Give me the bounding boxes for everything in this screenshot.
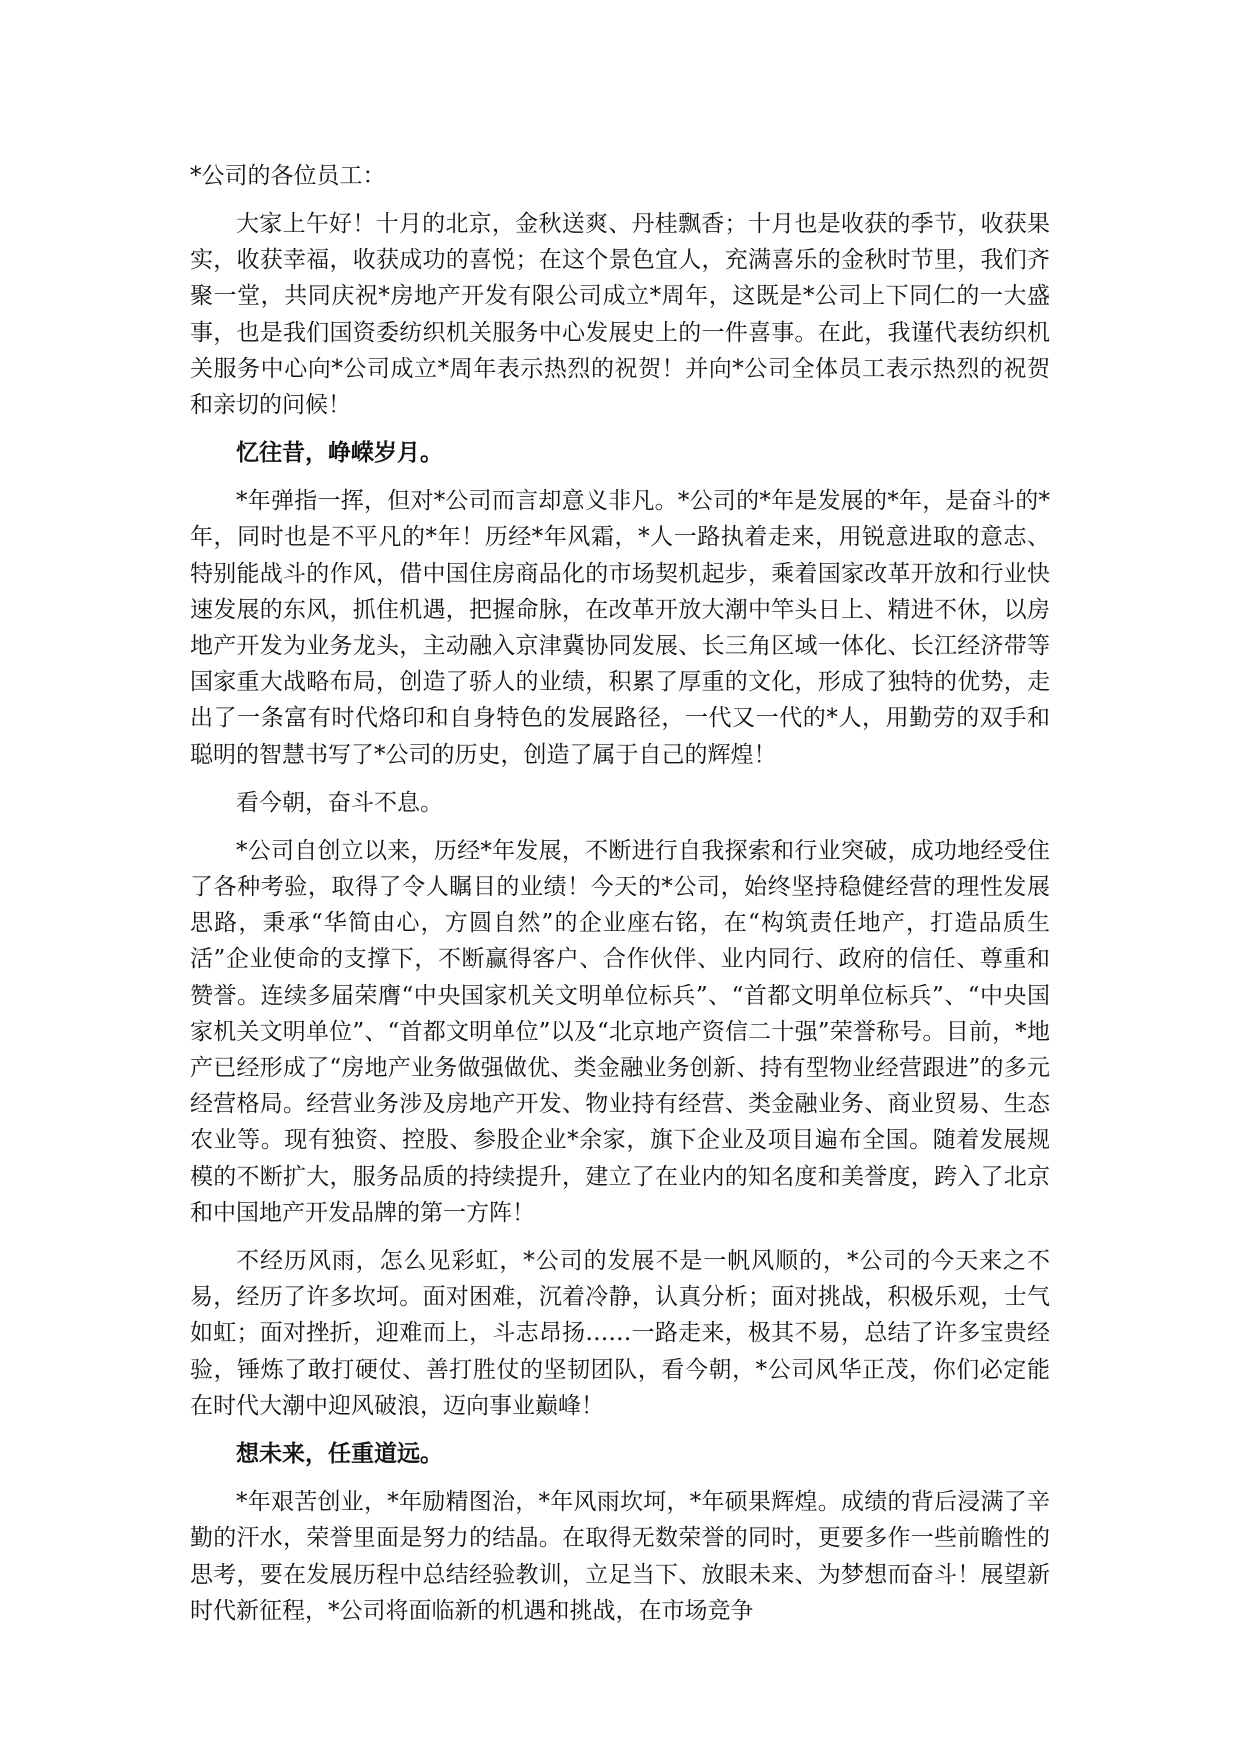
section-heading-present: 看今朝，奋斗不息。 [236, 789, 443, 816]
section-heading-past: 忆往昔，峥嵘岁月。 [236, 439, 443, 467]
paragraph-future: *年艰苦创业，*年励精图治，*年风雨坎坷，*年硕果辉煌。成绩的背后浸满了辛勤的汗水，荣誉里面是努力的结晶。在取得无数荣誉的同时，更要多作一些前瞻性的思考，要在发展历程中总结经验教训，立足当下、放眼未来、为梦想而奋斗！展望新时代新征程，*公司将面临新的机遇和挑战，在市场竞争 [190, 1489, 1050, 1624]
salutation: *公司的各位员工： [190, 163, 386, 189]
paragraph-past: *年弹指一挥，但对*公司而言却意义非凡。*公司的*年是发展的*年，是奋斗的*年，同时也是不平凡的*年！历经*年风霜，*人一路执着走来，用锐意进取的意志、特别能战斗的作风，借中国住房商品化的市场契机起步，乘着国家改革开放和行业快速发展的东风，抓住机遇，把握命脉，在改革开放大潮中竿头日上、精进不休，以房地产开发为业务龙头，主动融入京津冀协同发展、长三角区域一体化、长江经济带等国家重大战略布局，创造了骄人的业绩，积累了厚重的文化，形成了独特的优势，走出了一条富有时代烙印和自身特色的发展路径，一代又一代的*人，用勤劳的双手和聪明的智慧书写了*公司的历史，创造了属于自己的辉煌！ [190, 488, 1050, 768]
paragraph-greeting: 大家上午好！十月的北京，金秋送爽、丹桂飘香；十月也是收获的季节，收获果实，收获幸福，收获成功的喜悦；在这个景色宜人，充满喜乐的金秋时节里，我们齐聚一堂，共同庆祝*房地产开发有限公司成立*周年，这既是*公司上下同仁的一大盛事，也是我们国资委纺织机关服务中心发展史上的一件喜事。在此，我谨代表纺织机关服务中心向*公司成立*周年表示热烈的祝贺！并向*公司全体员工表示热烈的祝贺和亲切的问候！ [190, 211, 1050, 419]
paragraph-challenges: 不经历风雨，怎么见彩虹，*公司的发展不是一帆风顺的，*公司的今天来之不易，经历了许多坎坷。面对困难，沉着冷静，认真分析；面对挑战，积极乐观，士气如虹；面对挫折，迎难而上，斗志昂扬……一路走来，极其不易，总结了许多宝贵经验，锤炼了敢打硬仗、善打胜仗的坚韧团队，看今朝，*公司风华正茂，你们必定能在时代大潮中迎风破浪，迈向事业巅峰！ [190, 1248, 1050, 1419]
document-page [190, 158, 1050, 1641]
paragraph-present: *公司自创立以来，历经*年发展，不断进行自我探索和行业突破，成功地经受住了各种考验，取得了令人瞩目的业绩！今天的*公司，始终坚持稳健经营的理性发展思路，秉承“华简由心，方圆自然”的企业座右铭，在“构筑责任地产，打造品质生活”企业使命的支撑下，不断赢得客户、合作伙伴、业内同行、政府的信任、尊重和赞誉。连续多届荣膺“中央国家机关文明单位标兵”、“首都文明单位标兵”、“中央国家机关文明单位”、“首都文明单位”以及“北京地产资信二十强”荣誉称号。目前，*地产已经形成了“房地产业务做强做优、类金融业务创新、持有型物业经营跟进”的多元经营格局。经营业务涉及房地产开发、物业持有经营、类金融业务、商业贸易、生态农业等。现有独资、控股、参股企业*余家，旗下企业及项目遍布全国。随着发展规模的不断扩大，服务品质的持续提升，建立了在业内的知名度和美誉度，跨入了北京和中国地产开发品牌的第一方阵！ [190, 837, 1050, 1226]
section-heading-future: 想未来，任重道远。 [236, 1440, 443, 1468]
